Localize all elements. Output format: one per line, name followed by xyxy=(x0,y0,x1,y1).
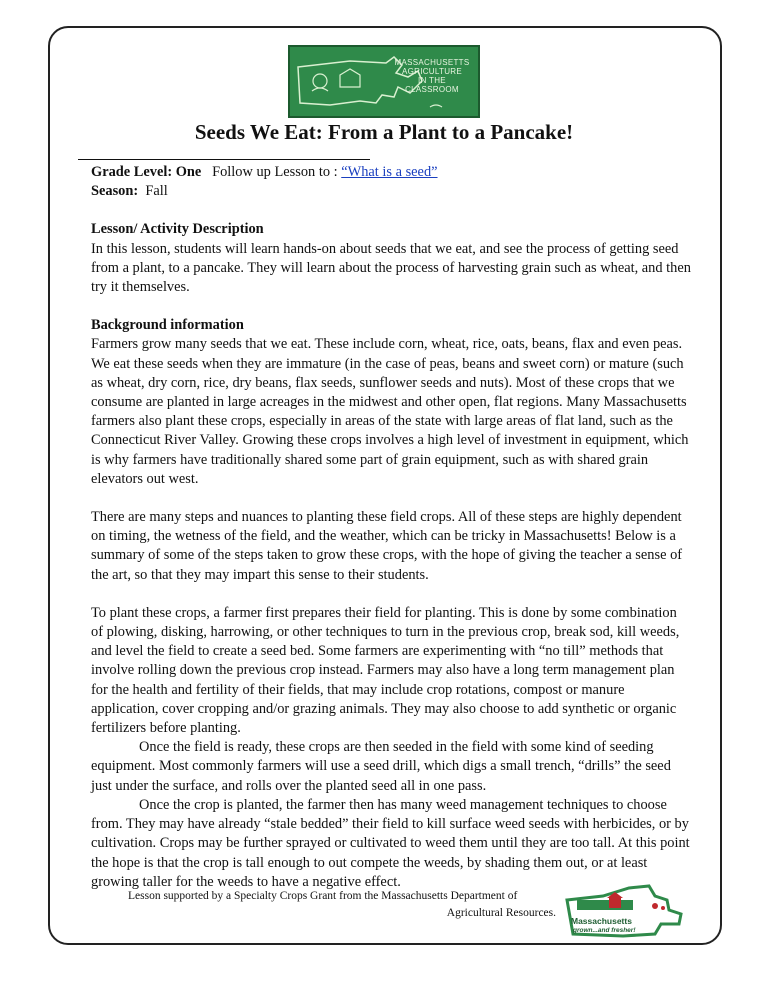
lesson-description: In this lesson, students will learn hands-on about seeds that we eat, and see the process of getting seed from a plant, to a pancake. They will learn about the process of harvesting grain such as wheat, and then try it themselves. xyxy=(91,240,691,296)
logo-line-1: MASSACHUSETTS xyxy=(394,58,470,67)
weed-paragraph: Once the crop is planted, the farmer then has many weed management techniques to choose from. They may have already “stale bedded” their field to kill surface weed seeds with herbicides, or by cultivation. Crops may be further sprayed or cultivated to weed them until they are too tall. At this point the hope is that the crop is tall enough to out compete the weeds, by shading them out, or at least growing taller for the weeds to have a negative effect. xyxy=(91,796,690,890)
footer-line-2: Agricultural Resources. xyxy=(446,907,556,919)
season-value: Fall xyxy=(145,183,168,200)
divider xyxy=(78,159,370,160)
footer-credit xyxy=(128,888,556,922)
background-heading: Background information xyxy=(91,317,244,334)
what-is-a-seed-link[interactable]: “What is a seed” xyxy=(341,164,438,180)
page-title: Seeds We Eat: From a Plant to a Pancake! xyxy=(194,120,574,144)
mlogo-line-1: Massachusetts xyxy=(571,916,632,926)
lesson-heading: Lesson/ Activity Description xyxy=(91,221,264,238)
ag-classroom-logo-text xyxy=(390,58,474,94)
planting-paragraph: To plant these crops, a farmer first prepares their field for planting. This is done by some combination of plowing, disking, harrowing, or other techniques to turn in the previous crop, break sod, kill weeds, and level the field to create a seed bed. Some farmers are experimenting with “no till” methods that involve rolling down the previous crop instead. Farmers may also have a long term management plan for the health and fertility of their fields, that may include crop rotations, compost or manure application, cover cropping and/or grazing animals. They may also choose to add synthetic or organic fertilizers before planting. xyxy=(91,604,680,737)
mlogo-line-2: grown...and fresher! xyxy=(573,927,636,934)
season-line xyxy=(91,182,691,201)
grade-line xyxy=(91,163,691,182)
follow-up-prefix: Follow up Lesson to : xyxy=(212,164,342,180)
tractor-icon xyxy=(652,903,658,909)
background-paragraph: Farmers grow many seeds that we eat. These include corn, wheat, rice, oats, beans, flax and even peas. We eat these seeds when they are immature (in the case of peas, beans and sweet corn) or mature (such as wheat, dry corn, rice, dry beans, flax seeds, sunflower seeds and nuts). Most of these crops that we consume are planted in large acreages in the midwest and other open, flat regions. Many Massachusetts farmers also plant these crops, especially in areas of the state with large areas of flat land, such as the Connecticut River Valley. Growing these crops involves a high level of investment in equipment, which is why farmers have traditionally shared some part of grain equipment, such as with shared grain elevators out west. xyxy=(91,336,689,487)
ag-classroom-logo xyxy=(288,45,480,118)
steps-paragraph: There are many steps and nuances to planting these field crops. All of these steps are highly dependent on timing, the wetness of the field, and the weather, which can be tricky in Massachusetts! Below is a summary of some of the steps taken to grow these crops, with the hope of giving the teacher a sense of the art, so that they may impart this sense to their students. xyxy=(91,509,683,583)
logo-line-3: IN THE CLASSROOM xyxy=(405,76,459,94)
lesson-body xyxy=(91,163,691,892)
season-label: Season: xyxy=(91,183,139,200)
logo-line-2: AGRICULTURE xyxy=(401,67,463,76)
seeding-paragraph: Once the field is ready, these crops are then seeded in the field with some kind of seeding equipment. Most commonly farmers will use a seed drill, which digs a small trench, “drills” the seed just under the surface, and rolls over the planted seed all in one pass. xyxy=(91,739,671,794)
footer-line-1: Lesson supported by a Specialty Crops Grant from the Massachusetts Department of xyxy=(128,890,518,902)
massachusetts-grown-logo xyxy=(563,880,687,942)
grade-level: Grade Level: One xyxy=(91,164,202,180)
